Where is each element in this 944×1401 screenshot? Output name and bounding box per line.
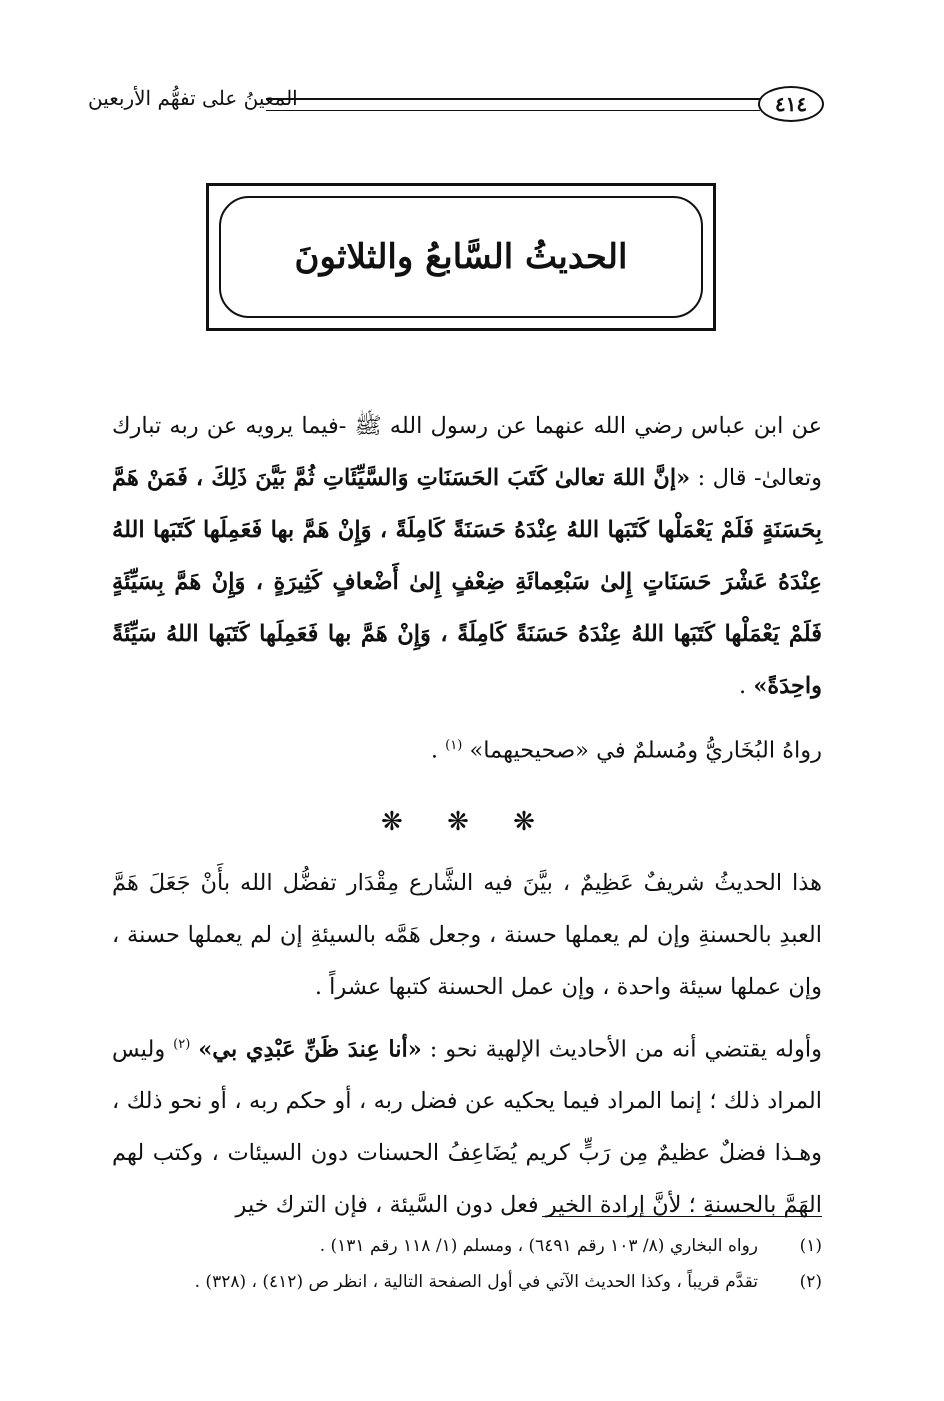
footnotes [112, 1228, 822, 1300]
commentary-quote: «أنا عِندَ ظَنِّ عَبْدِي بي» [198, 1036, 422, 1062]
narration-text: رواهُ البُخَاريُّ ومُسلمٌ في «صحيحيهما» [469, 737, 822, 764]
footnote-number: (١) [799, 1236, 822, 1256]
chapter-title: الحديثُ السَّابعُ والثلاثونَ [294, 237, 628, 277]
body-text [112, 400, 822, 1231]
running-title: المعينُ على تفهُّم الأربعين [88, 86, 298, 110]
hadith-text: «إنَّ اللهَ تعالىٰ كَتَبَ الحَسَنَاتِ وَالسَّيِّئَاتِ ثُمَّ بَيَّنَ ذَلِكَ ، فَمَنْ هَمَّ بِحَسَنَةٍ فَلَمْ يَعْمَلْها كَتَبَها اللهُ عِنْدَهُ حَسَنَةً كَامِلَةً ، وَإِنْ هَمَّ بها فَعَمِلَها كَتَبَها اللهُ عِنْدَهُ عَشْرَ حَسَنَاتٍ إِلىٰ سَبْعِمائَةِ ضِعْفٍ إِلىٰ أَضْعافٍ كَثِيرَةٍ ، وَإِنْ هَمَّ بِسَيِّئَةٍ فَلَمْ يَعْمَلْها كَتَبَها اللهُ عِنْدَهُ حَسَنَةً كَامِلَةً ، وَإِنْ هَمَّ بها فَعَمِلَها كَتَبَها اللهُ سَيِّئَةً واحِدَةً» [112, 465, 822, 699]
commentary-paragraph-1: هذا الحديثُ شريفٌ عَظِيمٌ ، بيَّنَ فيه الشَّارع مِقْدَار تفضُّل الله بأَنْ جَعَلَ هَمَّ العبدِ بالحسنةِ وإن لم يعملها حسنة ، وجعل هَمَّه بالسيئةِ إن لم يعملها حسنة ، وإن عملها سيئة واحدة ، وإن عمل الحسنة كتبها عشراً . [112, 869, 822, 1000]
footnote-number: (٢) [799, 1272, 822, 1292]
footnote-rule [542, 1216, 822, 1217]
footnote-item [112, 1264, 822, 1300]
commentary-p2-start: وأوله يقتضي أنه من الأحاديث الإلهية نحو : [421, 1036, 822, 1062]
footnote-item [112, 1228, 822, 1264]
footnote-ref-2[interactable]: (٢) [173, 1036, 191, 1052]
narration-line [112, 720, 822, 777]
footnote-text: رواه البخاري (٨/ ١٠٣ رقم ٦٤٩١) ، ومسلم (١/ ١١٨ رقم ١٣١) . [319, 1236, 758, 1256]
hadith-intro: عن ابن عباس رضي الله عنهما عن رسول الله ﷺ -فيما يرويه عن ربه تبارك وتعالىٰ- قال : [112, 413, 822, 491]
footnote-text: تقدَّم قريباً ، وكذا الحديث الآتي في أول الصفحة التالية ، انظر ص (٤١٢) ، (٣٢٨) . [194, 1272, 758, 1292]
section-separator: ❋ ❋ ❋ [381, 806, 553, 837]
page-header [88, 80, 824, 140]
title-frame [206, 183, 716, 331]
commentary-p2-rest: وليس المراد ذلك ؛ إنما المراد فيما يحكيه عن فضل ربه ، أو حكم ربه ، أو نحو ذلك ، وهـذا فضلٌ عظيمٌ مِن رَبٍّ كريم يُضَاعِفُ الحسنات دون السيئات ، وكتب لهم الهَمَّ بالحسنةِ ؛ لأنَّ إرادة الخير فعل دون السَّيئة ، فإن الترك خير [112, 1036, 822, 1218]
title-inner-frame [219, 196, 703, 318]
hadith-end: . [739, 673, 754, 699]
narration-end: . [430, 737, 446, 764]
hadith-paragraph [112, 400, 822, 712]
page-number: ٤١٤ [758, 86, 824, 122]
header-rule [266, 98, 760, 111]
commentary-paragraph-2 [112, 1019, 822, 1232]
footnote-ref-1[interactable]: (١) [445, 738, 463, 753]
